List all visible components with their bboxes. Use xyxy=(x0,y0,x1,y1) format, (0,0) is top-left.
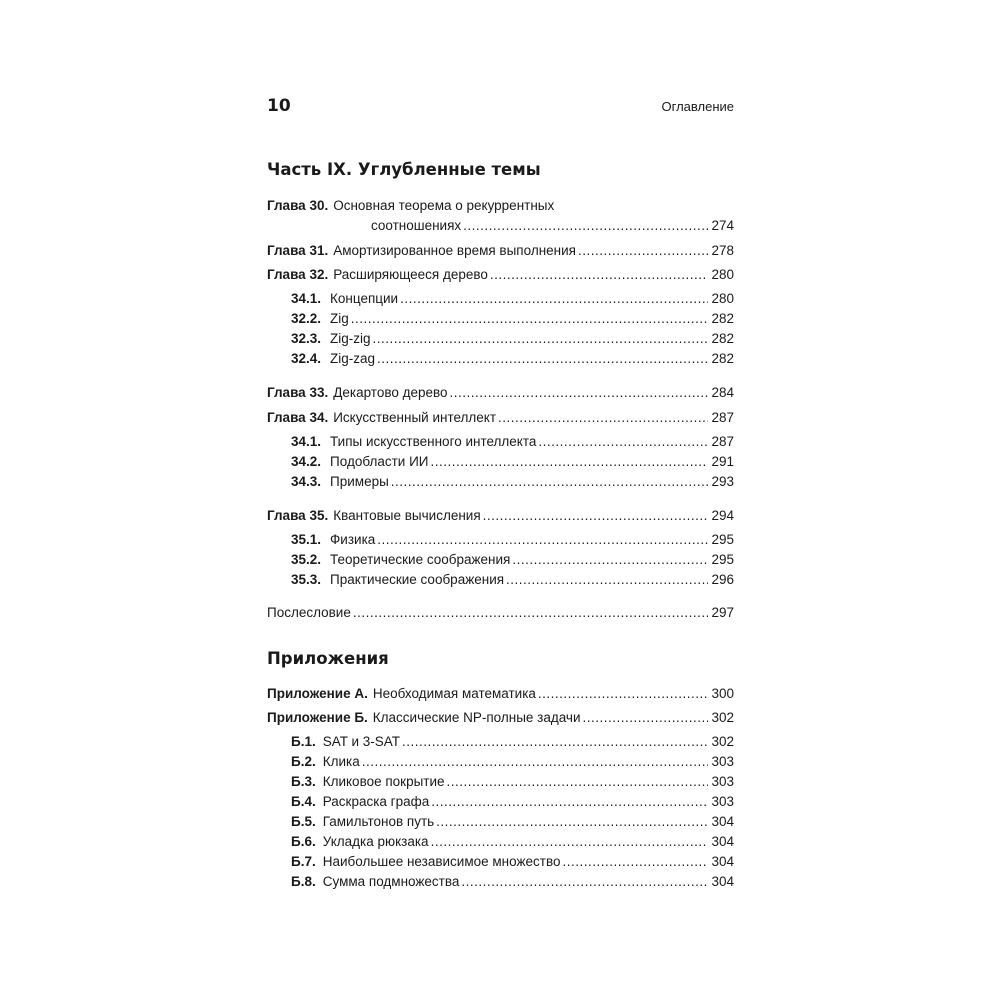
page-ref: 274 xyxy=(711,218,734,233)
appendix-label: Приложение Б. xyxy=(267,710,368,725)
section-number: Б.2. xyxy=(291,754,316,769)
toc-entry-ch32[interactable] xyxy=(267,265,734,285)
toc-entry-ch34[interactable] xyxy=(267,408,734,428)
section-number: Б.4. xyxy=(291,794,316,809)
section-title: Раскраска графа xyxy=(322,794,430,809)
page-ref: 291 xyxy=(711,453,734,469)
toc-subentry[interactable] xyxy=(267,530,734,550)
toc-subentry[interactable] xyxy=(267,872,734,892)
chapter-title: Основная теорема о рекуррентных xyxy=(333,198,555,213)
appendix-title: Необходимая математика xyxy=(372,685,536,701)
chapter-label: Глава 33. xyxy=(267,385,329,400)
page-ref: 295 xyxy=(711,531,734,547)
leader-dots xyxy=(430,452,708,472)
section-number: 32.2. xyxy=(291,311,322,326)
leader-dots xyxy=(578,241,708,261)
toc-subentry[interactable] xyxy=(267,852,734,872)
toc-subentry[interactable] xyxy=(267,792,734,812)
leader-dots xyxy=(353,603,708,623)
toc-subentry[interactable] xyxy=(267,309,734,329)
page-ref: 282 xyxy=(711,331,734,346)
toc-subentry[interactable] xyxy=(267,772,734,792)
section-title: Типы искусственного интеллекта xyxy=(330,433,537,449)
leader-dots xyxy=(402,732,708,752)
leader-dots xyxy=(538,684,708,704)
section-number: 34.1. xyxy=(291,433,322,449)
leader-dots xyxy=(512,550,708,570)
leader-dots xyxy=(351,309,708,329)
section-number: 35.1. xyxy=(291,531,322,547)
toc-subentry[interactable] xyxy=(267,472,734,492)
leader-dots xyxy=(377,530,708,550)
chapter-label: Глава 35. xyxy=(267,507,329,523)
section-title: Гамильтонов путь xyxy=(322,814,435,829)
section-title: Теоретические соображения xyxy=(330,551,511,567)
section-number: Б.7. xyxy=(291,854,316,869)
part-heading: Часть IX. Углубленные темы xyxy=(267,160,541,179)
leader-dots xyxy=(377,349,708,369)
toc-entry-afterword[interactable] xyxy=(267,603,734,623)
chapter-title: Амортизированное время выполнения xyxy=(333,242,576,258)
appendix-label: Приложение А. xyxy=(267,685,368,701)
leader-dots xyxy=(431,792,708,812)
toc-subentry[interactable] xyxy=(267,289,734,309)
toc-subentry[interactable] xyxy=(267,832,734,852)
section-title: Клика xyxy=(322,754,360,769)
section-title: Физика xyxy=(330,531,376,547)
page-ref: 280 xyxy=(711,267,734,282)
toc-subentry[interactable] xyxy=(267,349,734,369)
page-ref: 282 xyxy=(711,351,734,366)
page-ref: 280 xyxy=(711,291,734,306)
section-number: Б.5. xyxy=(291,814,316,829)
page-ref: 302 xyxy=(711,734,734,749)
toc-entry-appendix-a[interactable] xyxy=(267,684,734,704)
toc-subentry[interactable] xyxy=(267,452,734,472)
section-number: Б.1. xyxy=(291,734,316,749)
section-number: 32.3. xyxy=(291,331,322,346)
page-ref: 304 xyxy=(711,854,734,869)
section-title: SAT и 3-SAT xyxy=(322,734,401,749)
leader-dots xyxy=(391,472,708,492)
toc-subentry[interactable] xyxy=(267,550,734,570)
appendices-heading: Приложения xyxy=(267,648,389,668)
section-title: Примеры xyxy=(330,473,389,489)
leader-dots xyxy=(362,752,708,772)
chapter-title: Расширяющееся дерево xyxy=(333,267,488,282)
running-head xyxy=(267,96,734,126)
leader-dots xyxy=(373,329,708,349)
toc-entry-ch33[interactable] xyxy=(267,383,734,403)
toc-subentry[interactable] xyxy=(267,812,734,832)
page-ref: 302 xyxy=(711,710,734,725)
leader-dots xyxy=(463,216,708,236)
page-ref: 282 xyxy=(711,311,734,326)
page-ref: 287 xyxy=(711,433,734,449)
section-number: 32.4. xyxy=(291,351,322,366)
chapter-label: Глава 31. xyxy=(267,242,329,258)
page-ref: 295 xyxy=(711,551,734,567)
page-ref: 304 xyxy=(711,874,734,889)
section-number: 34.3. xyxy=(291,473,322,489)
page-number: 10 xyxy=(267,96,291,116)
section-title: Наибольшее независимое множество xyxy=(322,854,561,869)
section-title: Подобласти ИИ xyxy=(330,453,429,469)
section-number: Б.8. xyxy=(291,874,316,889)
chapter-title-cont: соотношениях xyxy=(371,218,462,233)
leader-dots xyxy=(483,506,708,526)
toc-entry-ch30-cont[interactable] xyxy=(267,216,734,236)
section-number: 34.2. xyxy=(291,453,322,469)
toc-page xyxy=(267,96,734,892)
page-ref: 303 xyxy=(711,794,734,809)
afterword-title: Послесловие xyxy=(267,604,351,620)
leader-dots xyxy=(461,872,708,892)
leader-dots xyxy=(450,383,708,403)
leader-dots xyxy=(506,570,708,590)
leader-dots xyxy=(583,708,708,728)
toc-entry-ch35[interactable] xyxy=(267,506,734,526)
chapter-label: Глава 30. xyxy=(267,198,329,213)
page-ref: 297 xyxy=(711,604,734,620)
leader-dots xyxy=(562,852,708,872)
section-title: Zig xyxy=(330,311,349,326)
chapter-title: Искусственный интеллект xyxy=(333,409,497,425)
page-ref: 304 xyxy=(711,834,734,849)
section-title: Концепции xyxy=(330,291,399,306)
toc-subentry[interactable] xyxy=(267,732,734,752)
appendix-title: Классические NP-полные задачи xyxy=(372,710,581,725)
toc-subentry[interactable] xyxy=(267,329,734,349)
running-head-title: Оглавление xyxy=(661,99,734,114)
toc-subentry[interactable] xyxy=(267,570,734,590)
page-ref: 304 xyxy=(711,814,734,829)
chapter-label: Глава 32. xyxy=(267,267,329,282)
toc-entry-appendix-b[interactable] xyxy=(267,708,734,728)
page-ref: 303 xyxy=(711,774,734,789)
page-ref: 287 xyxy=(711,409,734,425)
section-title: Zig-zag xyxy=(330,351,376,366)
leader-dots xyxy=(498,408,708,428)
leader-dots xyxy=(490,265,708,285)
section-number: 34.1. xyxy=(291,291,322,306)
section-title: Практические соображения xyxy=(330,571,505,587)
page-ref: 303 xyxy=(711,754,734,769)
page-ref: 293 xyxy=(711,473,734,489)
chapter-label: Глава 34. xyxy=(267,409,329,425)
section-title: Кликовое покрытие xyxy=(322,774,445,789)
page-ref: 284 xyxy=(711,385,734,400)
toc-entry-ch30[interactable] xyxy=(267,196,734,216)
toc-subentry[interactable] xyxy=(267,752,734,772)
chapter-title: Квантовые вычисления xyxy=(333,507,481,523)
leader-dots xyxy=(538,432,708,452)
leader-dots xyxy=(400,289,708,309)
page-ref: 300 xyxy=(711,685,734,701)
leader-dots xyxy=(436,812,708,832)
section-number: 35.3. xyxy=(291,571,322,587)
toc-entry-ch31[interactable] xyxy=(267,241,734,261)
section-number: Б.3. xyxy=(291,774,316,789)
chapter-title: Декартово дерево xyxy=(333,385,448,400)
page-ref: 296 xyxy=(711,571,734,587)
page-ref: 294 xyxy=(711,507,734,523)
section-title: Zig-zig xyxy=(330,331,371,346)
section-number: Б.6. xyxy=(291,834,316,849)
section-title: Укладка рюкзака xyxy=(322,834,429,849)
page-ref: 278 xyxy=(711,242,734,258)
leader-dots xyxy=(447,772,708,792)
leader-dots xyxy=(431,832,708,852)
section-title: Сумма подмножества xyxy=(322,874,460,889)
section-number: 35.2. xyxy=(291,551,322,567)
toc-subentry[interactable] xyxy=(267,432,734,452)
